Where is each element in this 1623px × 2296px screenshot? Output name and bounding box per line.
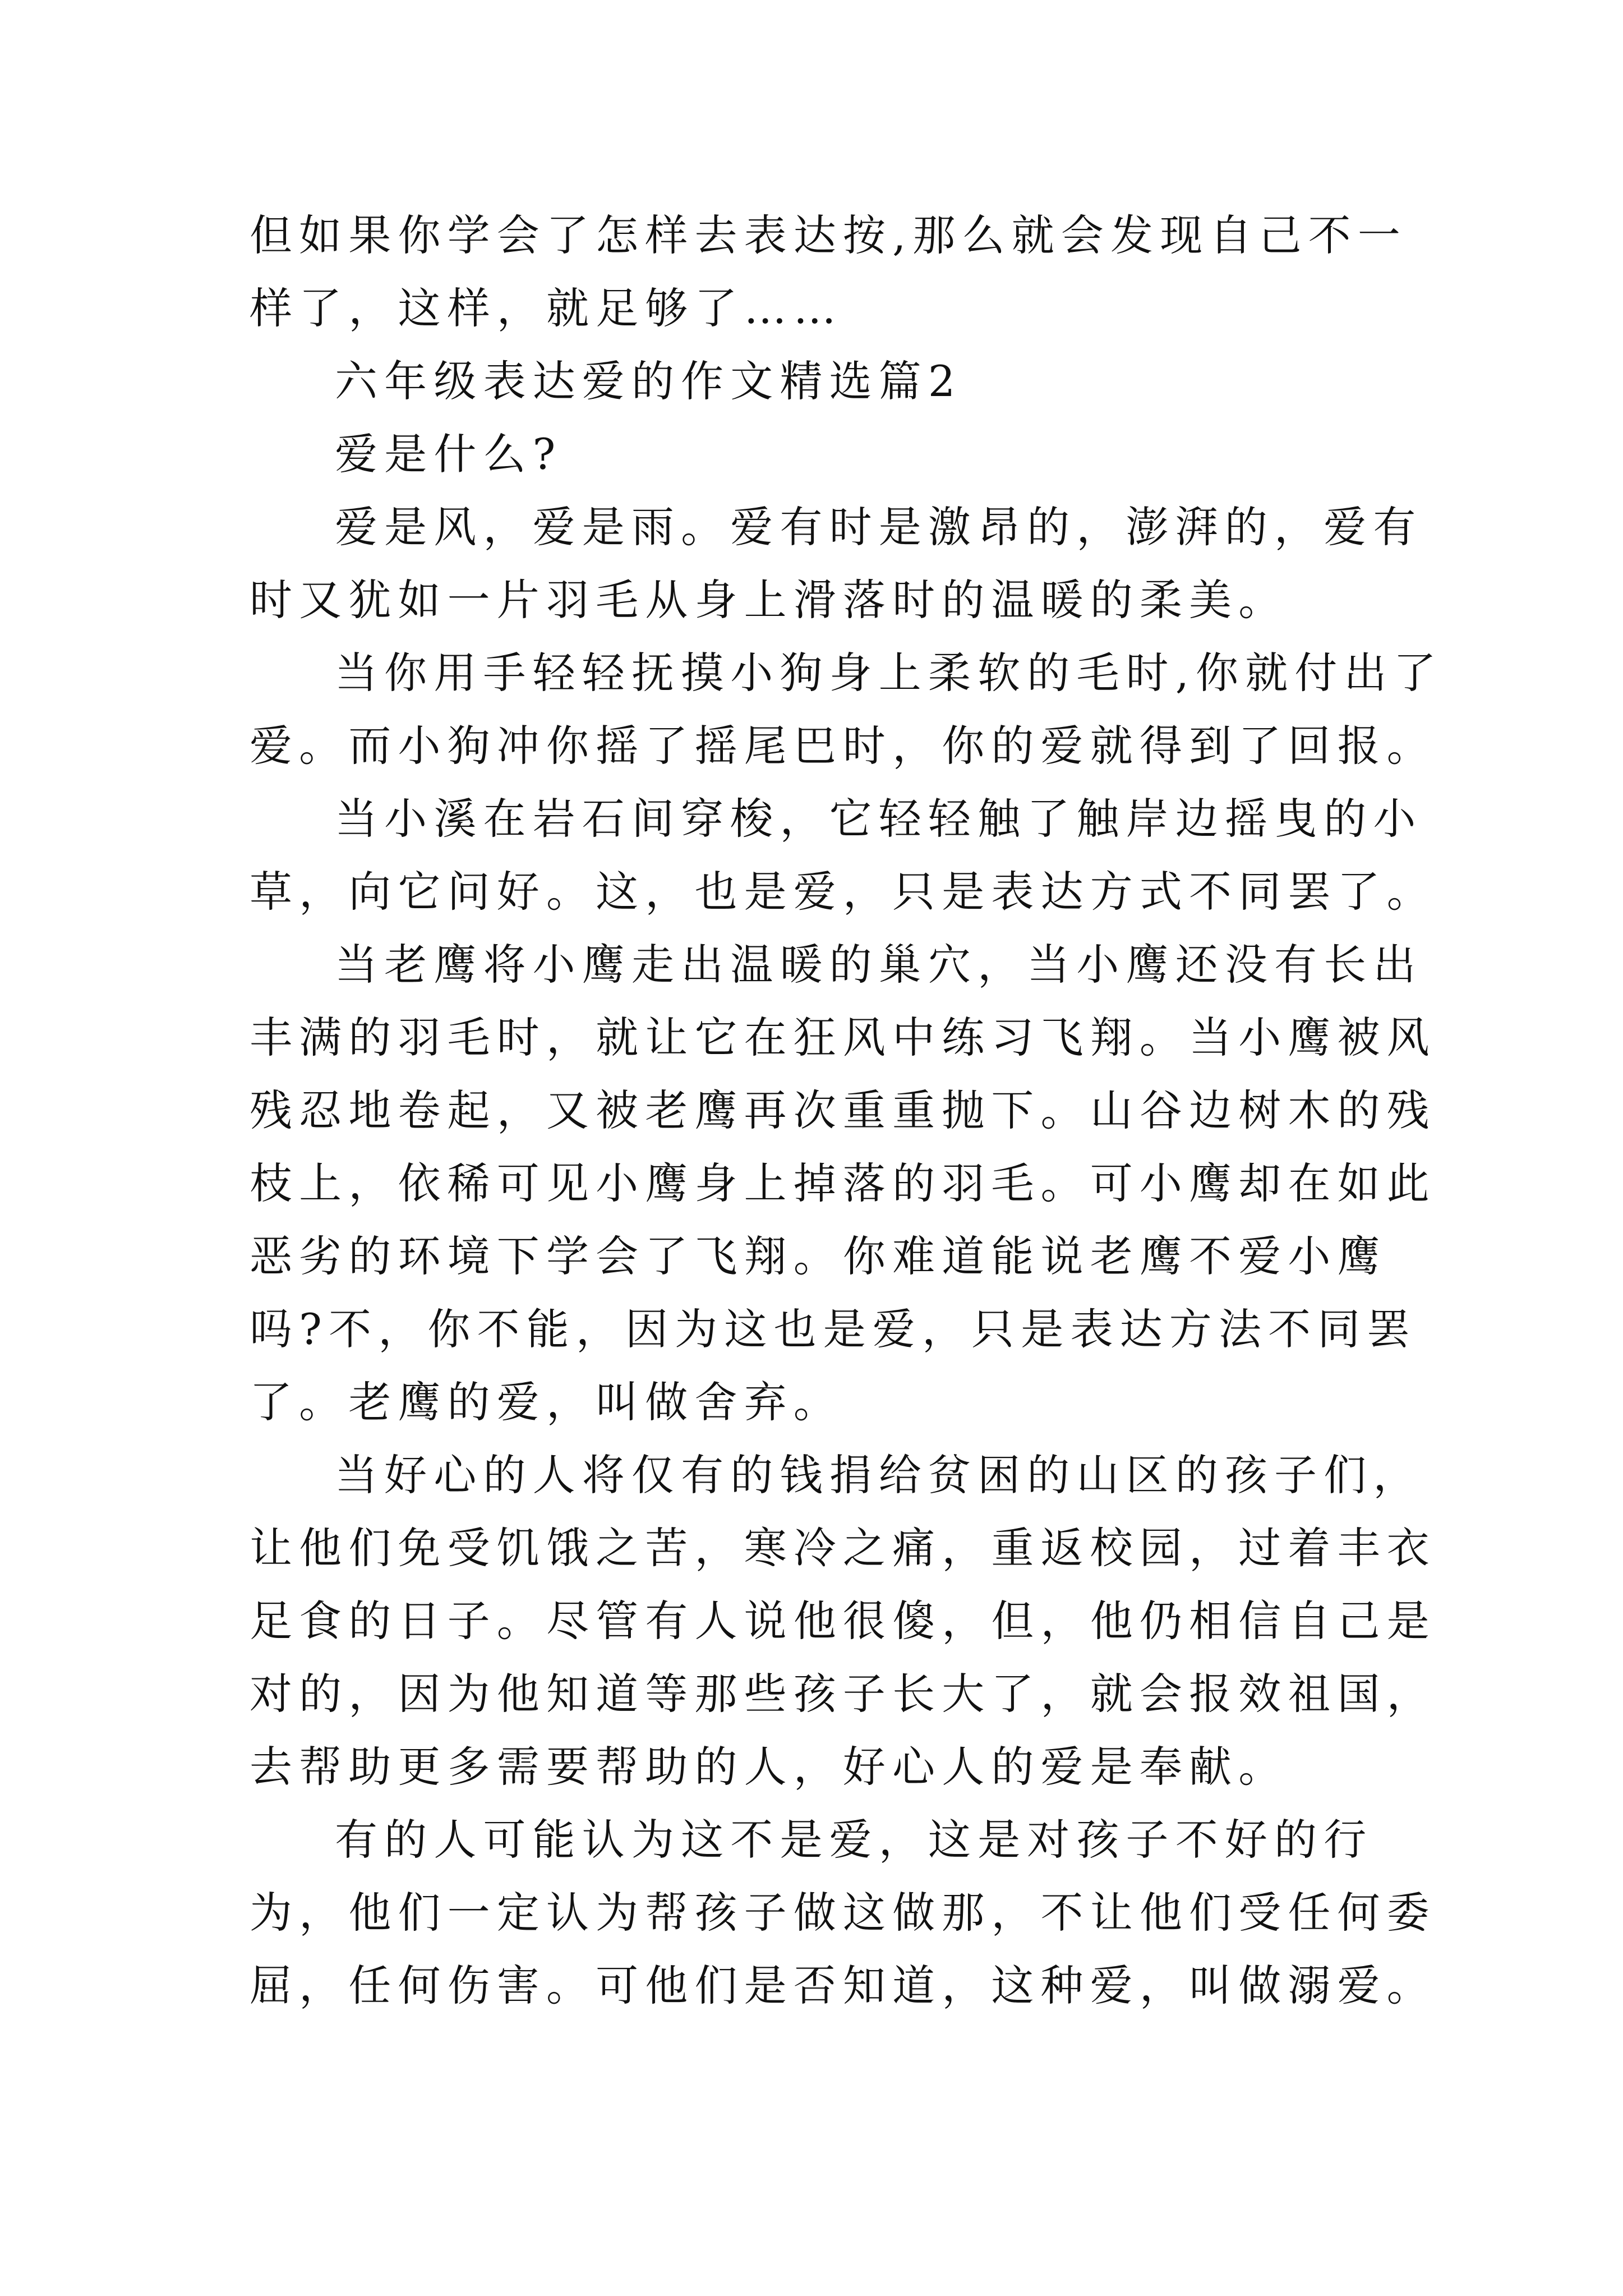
paragraph: 爱是什么? (335, 429, 562, 479)
paragraph: 当好心的人将仅有的钱捐给贫困的山区的孩子们，让他们免受饥饿之苦，寒冷之痛，重返校园，过着丰衣足食的日子。尽管有人说他很傻，但，他仍相信自己是对的，因为他知道等那些孩子长大了，就会报效祖国，去帮助更多需要帮助的人，好心人的爱是奉献。 (250, 1450, 1436, 1792)
section-heading: 六年级表达爱的作文精选篇2 (335, 356, 962, 406)
paragraph-continuation: 但如果你学会了怎样去表达按,那么就会发现自己不一样了，这样，就足够了…… (250, 210, 1407, 333)
paragraph: 爱是风，爱是雨。爱有时是激昂的，澎湃的，爱有时又犹如一片羽毛从身上滑落时的温暖的柔美。 (250, 502, 1423, 625)
paragraph: 当老鹰将小鹰走出温暖的巢穴，当小鹰还没有长出丰满的羽毛时，就让它在狂风中练习飞翔。当小鹰被风残忍地卷起，又被老鹰再次重重抛下。山谷边树木的残枝上，依稀可见小鹰身上掉落的羽毛。可小鹰却在如此恶劣的环境下学会了飞翔。你难道能说老鹰不爱小鹰吗?不，你不能，因为这也是爱，只是表达方法不同罢了。老鹰的爱，叫做舍弃。 (250, 940, 1436, 1427)
document-body (250, 199, 1450, 2022)
paragraph: 有的人可能认为这不是爱，这是对孩子不好的行为，他们一定认为帮孩子做这做那，不让他们受任何委屈，任何伤害。可他们是否知道，这种爱，叫做溺爱。 (250, 1815, 1436, 2010)
paragraph: 当你用手轻轻抚摸小狗身上柔软的毛时,你就付出了爱。而小狗冲你摇了摇尾巴时，你的爱就得到了回报。 (250, 648, 1443, 771)
paragraph: 当小溪在岩石间穿梭，它轻轻触了触岸边摇曳的小草，向它问好。这，也是爱，只是表达方式不同罢了。 (250, 794, 1436, 917)
